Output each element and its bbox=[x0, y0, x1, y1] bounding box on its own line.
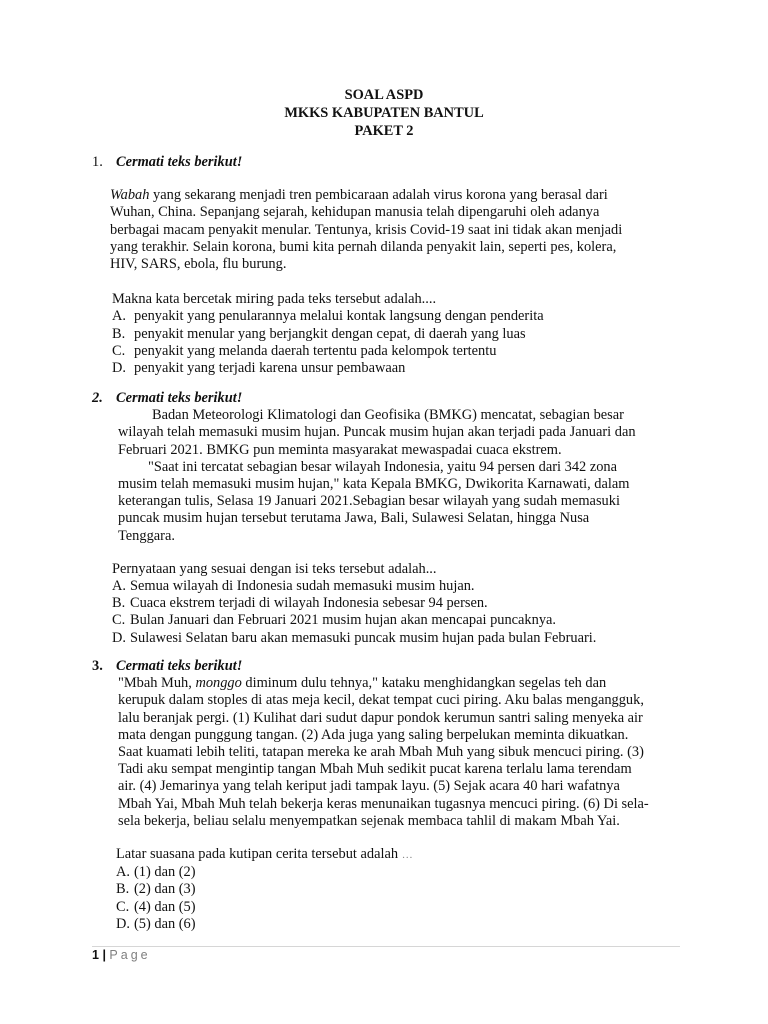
prompt-text: Latar suasana pada kutipan cerita tersebut adalah bbox=[116, 846, 399, 863]
option-text: Semua wilayah di Indonesia sudah memasuki musim hujan. bbox=[130, 578, 475, 595]
question-2-prompt: Pernyataan yang sesuai dengan isi teks tersebut adalah... bbox=[112, 560, 437, 577]
option-text: (2) dan (3) bbox=[134, 881, 196, 898]
option-d[interactable] bbox=[112, 360, 676, 377]
option-letter: C. bbox=[112, 342, 126, 359]
footer-separator: | bbox=[102, 948, 106, 962]
option-a[interactable] bbox=[112, 308, 676, 325]
passage-line: Februari 2021. BMKG pun meminta masyarakat mewaspadai cuaca ekstrem. bbox=[118, 441, 562, 458]
header-package: PAKET 2 bbox=[354, 123, 414, 139]
header-subtitle: MKKS KABUPATEN BANTUL bbox=[284, 105, 484, 121]
option-letter: C. bbox=[112, 612, 126, 629]
page-word: Page bbox=[109, 948, 151, 962]
page-footer bbox=[92, 948, 151, 962]
question-1-options bbox=[112, 308, 676, 377]
option-text: (5) dan (6) bbox=[134, 915, 196, 932]
passage-line: mata dengan punggung tangan. (2) Ada juga yang saling berpelukan meminta dikuatkan. bbox=[118, 726, 629, 743]
question-instruction: Cermati teks berikut! bbox=[116, 390, 243, 406]
option-c[interactable] bbox=[112, 612, 676, 629]
document-header bbox=[0, 86, 768, 140]
question-3-options bbox=[116, 864, 676, 933]
question-3 bbox=[92, 658, 676, 933]
question-instruction: Cermati teks berikut! bbox=[116, 658, 243, 674]
passage-line: Saat kuamati lebih teliti, tatapan mereka ke arah Mbah Muh yang sibuk mencuci piring. (3) bbox=[118, 744, 644, 761]
passage-line: kerupuk dalam stoples di atas meja kecil, dekat tempat cuci piring. Aku balas mengangguk, bbox=[118, 692, 644, 709]
footer-divider bbox=[92, 946, 680, 947]
passage-line: Tadi aku sempat mengintip tangan Mbah Muh sedikit pucat karena terlalu lama terendam bbox=[118, 761, 632, 778]
passage-line: HIV, SARS, ebola, flu burung. bbox=[110, 256, 287, 273]
option-c[interactable] bbox=[112, 343, 676, 360]
italic-word: Wabah bbox=[110, 187, 150, 204]
header-title: SOAL ASPD bbox=[344, 87, 424, 103]
option-text: penyakit menular yang berjangkit dengan cepat, di daerah yang luas bbox=[134, 325, 526, 342]
passage-line: air. (4) Jemarinya yang telah keriput jadi tampak layu. (5) Sejak acara 40 hari wafatnya bbox=[118, 778, 620, 795]
question-1-prompt: Makna kata bercetak miring pada teks tersebut adalah.... bbox=[112, 291, 437, 308]
option-letter: A. bbox=[112, 308, 126, 325]
passage-line: yang sekarang menjadi tren pembicaraan adalah virus korona yang berasal dari bbox=[149, 187, 608, 204]
option-text: penyakit yang melanda daerah tertentu pada kelompok tertentu bbox=[134, 342, 497, 359]
italic-word: monggo bbox=[195, 675, 242, 692]
option-letter: D. bbox=[112, 360, 126, 377]
passage-line: musim telah memasuki musim hujan," kata Kepala BMKG, Dwikorita Karnawati, dalam bbox=[118, 476, 630, 493]
passage-text: diminum dulu tehnya," kataku menghidangkan segelas teh dan bbox=[241, 675, 607, 692]
option-d[interactable] bbox=[116, 916, 676, 933]
ellipsis: … bbox=[401, 849, 413, 862]
passage-line: berbagai macam penyakit menular. Tentunya, krisis Covid-19 saat ini tidak akan menjadi bbox=[110, 221, 623, 238]
option-letter: B. bbox=[116, 881, 130, 898]
passage-line: puncak musim hujan tersebut terutama Jawa, Bali, Sulawesi Selatan, hingga Nusa bbox=[118, 510, 590, 527]
question-1-passage bbox=[110, 187, 660, 273]
passage-line: yang terakhir. Selain korona, bumi kita pernah dilanda penyakit lain, seperti pes, kolera, bbox=[110, 238, 617, 255]
page-number: 1 bbox=[92, 948, 99, 962]
option-letter: A. bbox=[116, 864, 130, 881]
option-letter: D. bbox=[112, 629, 126, 646]
passage-line: lalu beranjak pergi. (1) Kulihat dari sudut dapur pondok kerumun santri saling menyeka air bbox=[118, 709, 643, 726]
question-number: 1. bbox=[92, 154, 103, 170]
question-instruction: Cermati teks berikut! bbox=[116, 154, 243, 170]
passage-line: "Saat ini tercatat sebagian besar wilayah Indonesia, yaitu 94 persen dari 342 zona bbox=[148, 458, 618, 475]
option-c[interactable] bbox=[116, 899, 676, 916]
question-2-passage bbox=[118, 407, 668, 545]
option-b[interactable] bbox=[112, 595, 676, 612]
passage-line: Wuhan, China. Sepanjang sejarah, kehidupan manusia telah dipengaruhi oleh adanya bbox=[110, 204, 600, 221]
option-letter: C. bbox=[116, 898, 130, 915]
option-a[interactable] bbox=[116, 864, 676, 881]
question-2-heading bbox=[92, 390, 676, 407]
option-text: Cuaca ekstrem terjadi di wilayah Indonesia sebesar 94 persen. bbox=[130, 595, 488, 612]
question-2-options bbox=[112, 578, 676, 647]
question-1 bbox=[92, 154, 676, 377]
passage-line: Mbah Yai, Mbah Muh telah bekerja keras menunaikan tugasnya mencuci piring. (6) Di sela- bbox=[118, 795, 649, 812]
option-b[interactable] bbox=[116, 881, 676, 898]
option-letter: B. bbox=[112, 325, 126, 342]
passage-line: Badan Meteorologi Klimatologi dan Geofisika (BMKG) mencatat, sebagian besar bbox=[152, 407, 624, 424]
passage-line: keterangan tulis, Selasa 19 Januari 2021.Sebagian besar wilayah yang sudah memasuki bbox=[118, 493, 620, 510]
option-letter: D. bbox=[116, 915, 130, 932]
question-3-heading bbox=[92, 658, 676, 675]
passage-text: "Mbah Muh, bbox=[118, 675, 196, 692]
passage-line bbox=[118, 675, 676, 692]
question-number: 2. bbox=[92, 390, 103, 406]
option-text: penyakit yang terjadi karena unsur pembawaan bbox=[134, 360, 406, 377]
question-3-passage bbox=[118, 675, 676, 830]
question-1-heading bbox=[92, 154, 676, 171]
option-text: Bulan Januari dan Februari 2021 musim hujan akan mencapai puncaknya. bbox=[130, 612, 556, 629]
option-text: (1) dan (2) bbox=[134, 864, 196, 881]
question-3-prompt bbox=[116, 846, 676, 864]
passage-line: wilayah telah memasuki musim hujan. Puncak musim hujan akan terjadi pada Januari dan bbox=[118, 424, 636, 441]
option-a[interactable] bbox=[112, 578, 676, 595]
option-text: Sulawesi Selatan baru akan memasuki puncak musim hujan pada bulan Februari. bbox=[130, 629, 597, 646]
question-number: 3. bbox=[92, 658, 103, 674]
option-text: (4) dan (5) bbox=[134, 898, 196, 915]
question-2 bbox=[92, 390, 676, 647]
option-d[interactable] bbox=[112, 630, 676, 647]
passage-line: sela bekerja, beliau selalu menyempatkan sejenak membaca tahlil di makam Mbah Yai. bbox=[118, 812, 620, 829]
option-letter: A. bbox=[112, 578, 126, 595]
option-b[interactable] bbox=[112, 326, 676, 343]
option-text: penyakit yang penularannya melalui kontak langsung dengan penderita bbox=[134, 308, 544, 325]
option-letter: B. bbox=[112, 595, 126, 612]
passage-line: Tenggara. bbox=[118, 527, 175, 544]
